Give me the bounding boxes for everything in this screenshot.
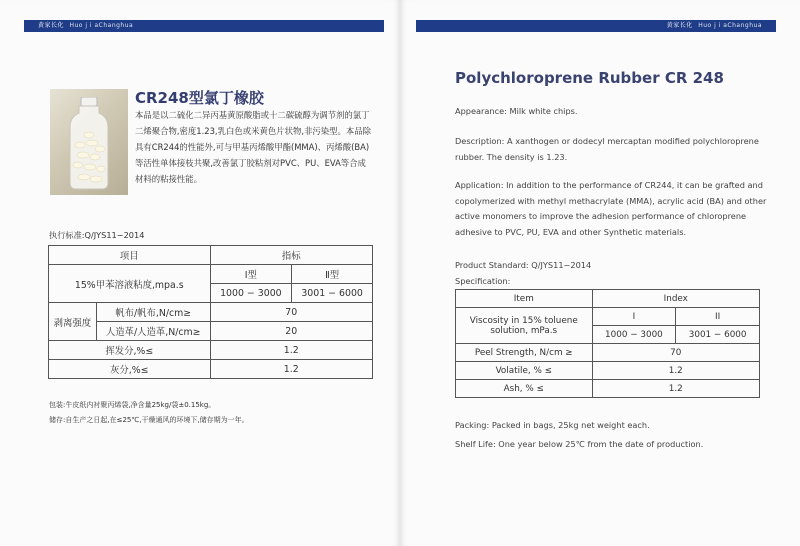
table-row — [49, 341, 373, 360]
type2-label: II — [676, 308, 760, 326]
header-index: Index — [592, 290, 759, 308]
ash-value: 1.2 — [210, 360, 373, 379]
header-index: 指标 — [210, 246, 373, 265]
header-band-right — [416, 20, 776, 32]
type2-range: 3001 − 6000 — [676, 326, 760, 344]
volatile-value: 1.2 — [210, 341, 373, 360]
table-row — [456, 362, 760, 380]
zh-product-title: CR248型氯丁橡胶 — [135, 89, 264, 107]
volatile-value: 1.2 — [592, 362, 759, 380]
en-standard: Product Standard: Q/JYS11−2014 — [455, 260, 592, 270]
header-item: 项目 — [49, 246, 211, 265]
table-row — [456, 380, 760, 398]
volatile-label: 挥发分,%≤ — [49, 341, 211, 360]
table-row — [456, 308, 760, 326]
en-description: Description: A xanthogen or dodecyl mercaptan modified polychloroprene rubber. The density is 1.23. — [455, 136, 759, 162]
en-specification: Specification: — [455, 276, 511, 286]
product-photo — [50, 89, 128, 195]
peel-leather-label: 人造革/人造革,N/cm≥ — [96, 322, 210, 341]
header-item: Item — [456, 290, 593, 308]
ash-value: 1.2 — [592, 380, 759, 398]
peel-canvas-label: 帆布/帆布,N/cm≥ — [96, 303, 210, 322]
en-packing: Packing: Packed in bags, 25kg net weight each. — [455, 420, 650, 430]
type1-range: 1000 − 3000 — [210, 284, 292, 303]
type1-range: 1000 − 3000 — [592, 326, 676, 344]
en-product-title: Polychloroprene Rubber CR 248 — [455, 69, 724, 87]
en-spec-table — [455, 289, 760, 398]
peel-value: 70 — [592, 344, 759, 362]
en-appearance: Appearance: Milk white chips. — [455, 106, 578, 116]
brand-en: Huo j i aChanghua — [69, 22, 134, 29]
table-row — [49, 303, 373, 322]
peel-leather-value: 20 — [210, 322, 373, 341]
en-application: Application: In addition to the performance of CR244, it can be grafted and copolymerized with methyl methacrylate (MMA), acrylic acid (BA) and other active monomers to improve the adhesion performance of chloroprene adhesive to PVC, PU, EVA and other Synthetic materials. — [455, 180, 767, 237]
peel-label: 剥离强度 — [49, 303, 97, 341]
peel-canvas-value: 70 — [210, 303, 373, 322]
zh-storage: 储存:自生产之日起,在≤25℃,干燥通风的环境下,储存期为一年。 — [49, 416, 249, 424]
ash-label: Ash, % ≤ — [456, 380, 593, 398]
brand-en: Huo j i aChanghua — [698, 22, 762, 29]
ash-label: 灰分,%≤ — [49, 360, 211, 379]
type1-label: I — [592, 308, 676, 326]
zh-description: 本品是以二硫化二异丙基黄原酸脂或十二碳硫醇为调节剂的氯丁二烯聚合物,密度1.23,乳白色或米黄色片状物,非污染型。本品除具有CR244的性能外,可与甲基丙烯酸甲酯(MMA)、丙烯酸(BA)等活性单体接枝共聚,改善氯丁胶粘剂对PVC、PU、EVA等合成材料的粘接性能。 — [135, 110, 372, 185]
en-shelf-life: Shelf Life: One year below 25℃ from the date of production. — [455, 439, 704, 449]
table-row — [49, 360, 373, 379]
header-band-left — [24, 20, 384, 32]
brand-cn: 黄家长化 — [666, 22, 693, 29]
zh-packing: 包装:牛皮纸内衬聚丙烯袋,净含量25kg/袋±0.15kg。 — [49, 401, 216, 409]
type2-range: 3001 − 6000 — [292, 284, 373, 303]
table-row — [49, 246, 373, 265]
viscosity-label: Viscosity in 15% toluene solution, mPa.s — [456, 308, 593, 344]
brand-cn: 黄家长化 — [38, 22, 65, 29]
peel-label: Peel Strength, N/cm ≥ — [456, 344, 593, 362]
type2-label: Ⅱ型 — [292, 265, 373, 284]
volatile-label: Volatile, % ≤ — [456, 362, 593, 380]
zh-standard: 执行标准:Q/JYS11−2014 — [49, 230, 145, 240]
table-row — [49, 322, 373, 341]
type1-label: Ⅰ型 — [210, 265, 292, 284]
zh-spec-table — [48, 245, 373, 379]
zh-notes — [49, 398, 249, 428]
sample-jar-image — [68, 97, 110, 191]
viscosity-label: 15%甲苯溶液粘度,mpa.s — [49, 265, 211, 303]
table-row — [49, 265, 373, 284]
table-row — [456, 344, 760, 362]
table-row — [456, 290, 760, 308]
